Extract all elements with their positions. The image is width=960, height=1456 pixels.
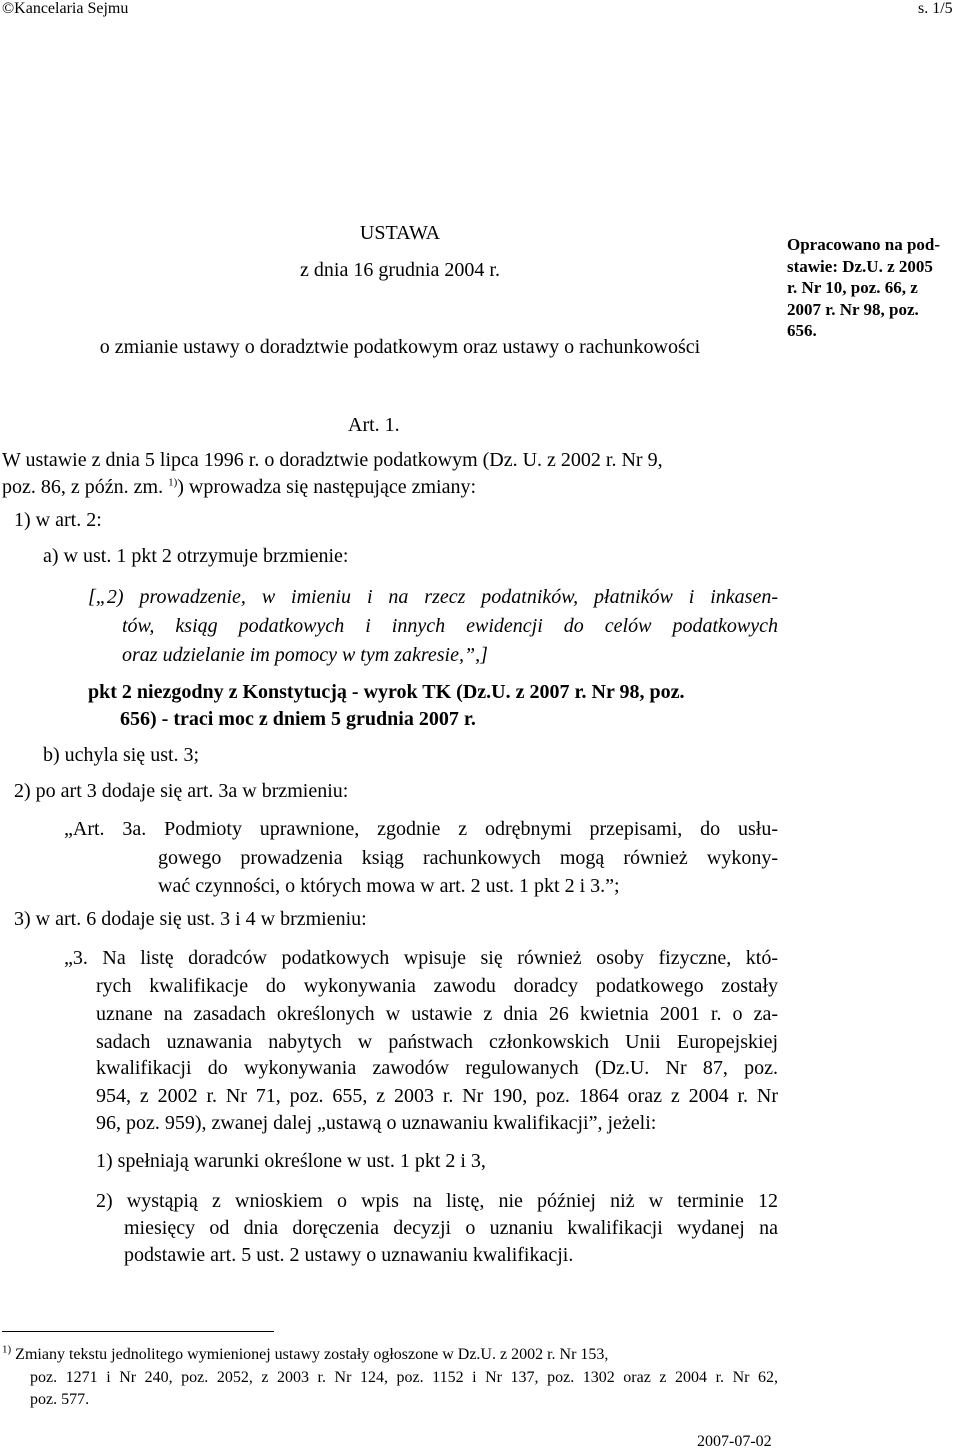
ust3-line-7: 96, poz. 959), zwanej dalej „ustawą o uznawaniu kwalifikacji”, jeżeli: [96, 1112, 657, 1134]
intro-line-1: W ustawie z dnia 5 lipca 1996 r. o doradztwie podatkowym (Dz. U. z 2002 r. Nr 9, [2, 449, 663, 471]
quote-line-1: [„2) prowadzenie, w imieniu i na rzecz podatników, płatników i inkasen- [88, 586, 778, 608]
point-2: 2) po art 3 dodaje się art. 3a w brzmieniu: [14, 780, 349, 802]
condition-2-line-3: podstawie art. 5 ust. 2 ustawy o uznawaniu kwalifikacji. [124, 1244, 574, 1266]
ust3-line-4: sadach uznawania nabytych w państwach członkowskich Unii Europejskiej [96, 1031, 778, 1053]
tk-ruling-line-2: 656) - traci moc z dniem 5 grudnia 2007 r. [120, 708, 476, 730]
ust3-line-1: „3. Na listę doradców podatkowych wpisuje się również osoby fizyczne, któ- [64, 947, 778, 969]
quote-line-2: tów, ksiąg podatkowych i innych ewidencji do celów podatkowych [122, 615, 778, 637]
footnote-line-2: poz. 1271 i Nr 240, poz. 2052, z 2003 r. Nr 124, poz. 1152 i Nr 137, poz. 1302 oraz z 2004 r. Nr 62, [30, 1369, 778, 1386]
art3a-line-1: „Art. 3a. Podmioty uprawnione, zgodnie z odrębnymi przepisami, do usłu- [64, 818, 778, 840]
side-note-line: 656. [787, 321, 817, 340]
condition-2-line-2: miesięcy od dnia doręczenia decyzji o uznaniu kwalifikacji wydanej na [124, 1217, 778, 1239]
side-note-line: stawie: Dz.U. z 2005 [787, 256, 933, 276]
footnote-text-1: Zmiany tekstu jednolitego wymienionej ustawy zostały ogłoszone w Dz.U. z 2002 r. Nr 153, [15, 1346, 609, 1363]
art3a-line-2: gowego prowadzenia ksiąg rachunkowych mogą również wykony- [158, 847, 778, 869]
footnote-marker: 1) [2, 1343, 12, 1356]
side-note [787, 234, 959, 342]
footer-date: 2007-07-02 [697, 1433, 772, 1450]
point-1b: b) uchyla się ust. 3; [43, 744, 200, 766]
condition-2-line-1: 2) wystąpią z wnioskiem o wpis na listę, nie później niż w terminie 12 [96, 1190, 778, 1212]
footnote-separator [2, 1331, 274, 1332]
point-3: 3) w art. 6 dodaje się ust. 3 i 4 w brzmieniu: [14, 908, 367, 930]
side-note-line: r. Nr 10, poz. 66, z [787, 278, 918, 297]
condition-1: 1) spełniają warunki określone w ust. 1 pkt 2 i 3, [96, 1150, 486, 1172]
header-source: ©Kancelaria Sejmu [2, 0, 129, 17]
quote-line-3: oraz udzielanie im pomocy w tym zakresie,”,] [122, 644, 488, 666]
act-date: z dnia 16 grudnia 2004 r. [300, 259, 500, 281]
act-kind: USTAWA [359, 222, 441, 244]
header-page-number: s. 1/5 [918, 0, 953, 17]
act-subject: o zmianie ustawy o doradztwie podatkowym oraz ustawy o rachunkowości [99, 336, 701, 358]
ust3-line-2: rych kwalifikacje do wykonywania zawodu doradcy podatkowego zostały [96, 975, 778, 997]
ust3-line-5: kwalifikacji do wykonywania zawodów regulowanych (Dz.U. Nr 87, poz. [96, 1057, 778, 1079]
side-note-line: 2007 r. Nr 98, poz. [787, 299, 919, 319]
intro-text: poz. 86, z późn. zm. [2, 476, 164, 498]
side-note-line: Opracowano na pod- [787, 235, 941, 254]
art3a-line-3: wać czynności, o których mowa w art. 2 ust. 1 pkt 2 i 3.”; [158, 875, 620, 897]
article-heading: Art. 1. [348, 414, 400, 436]
point-1: 1) w art. 2: [14, 509, 102, 531]
footnote-line-3: poz. 577. [30, 1391, 90, 1408]
footnote-ref: 1) [168, 476, 178, 489]
ust3-line-6: 954, z 2002 r. Nr 71, poz. 655, z 2003 r. Nr 190, poz. 1864 oraz z 2004 r. Nr [96, 1085, 778, 1107]
intro-line-2 [2, 473, 476, 502]
ust3-line-3: uznane na zasadach określonych w ustawie z dnia 26 kwietnia 2001 r. o za- [96, 1003, 778, 1025]
point-1a: a) w ust. 1 pkt 2 otrzymuje brzmienie: [43, 545, 349, 567]
intro-text-end: ) wprowadza się następujące zmiany: [177, 476, 477, 498]
tk-ruling-line-1: pkt 2 niezgodny z Konstytucją - wyrok TK (Dz.U. z 2007 r. Nr 98, poz. [88, 681, 685, 703]
footnote-line-1 [2, 1344, 608, 1366]
